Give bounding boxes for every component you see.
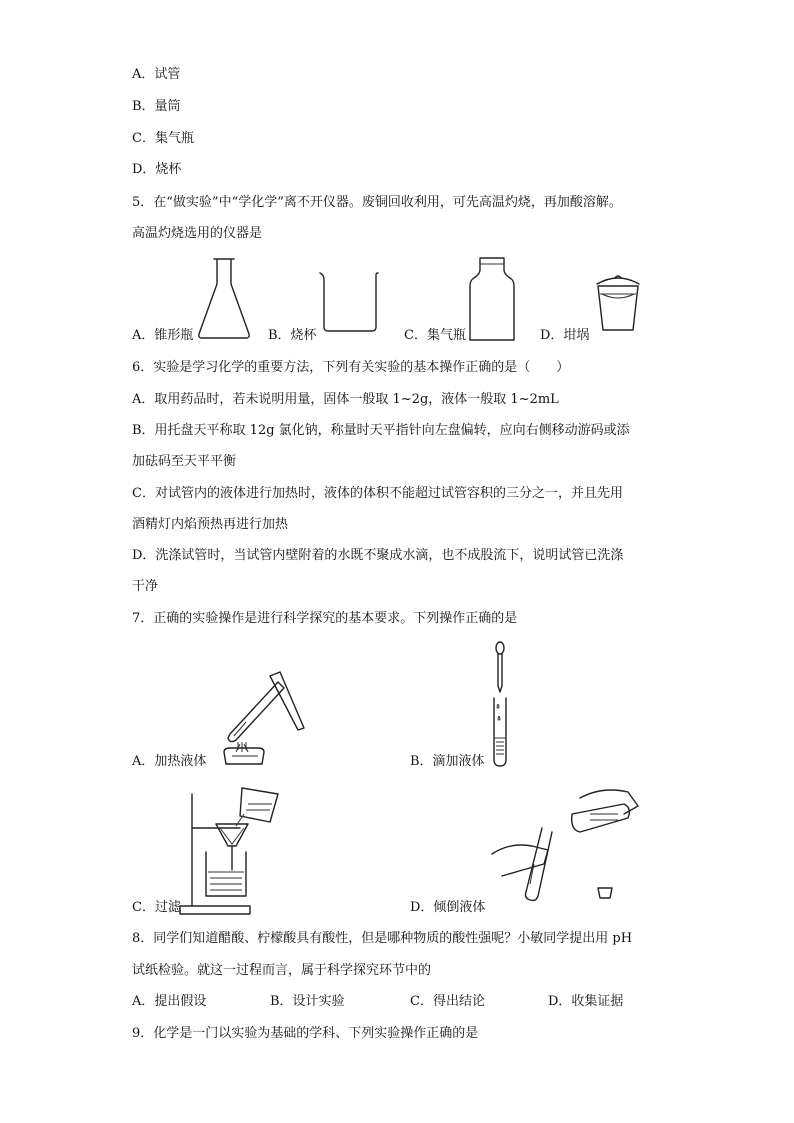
q6-option-d-line1: D．洗涤试管时，当试管内壁附着的水既不聚成水滴，也不成股流下，说明试管已洗涤	[132, 548, 624, 563]
q6-stem: 6．实验是学习化学的重要方法，下列有关实验的基本操作正确的是（ ）	[132, 360, 570, 375]
q7-option-a: A．加热液体	[132, 754, 207, 769]
q7-option-b: B．滴加液体	[410, 754, 485, 769]
heating-liquid-figure	[218, 672, 306, 768]
q8-option-c: C．得出结论	[410, 994, 485, 1009]
q8-option-d: D．收集证据	[548, 994, 624, 1009]
q5-option-c: C．集气瓶	[404, 328, 466, 343]
q8-stem-line2: 试纸检验。就这一过程而言，属于科学探究环节中的	[132, 963, 432, 978]
q6-option-b-line1: B．用托盘天平称取 12g 氯化钠，称量时天平指针向左盘偏转，应向右侧移动游码或添	[132, 423, 630, 438]
q4-option-c: C．集气瓶	[132, 131, 194, 146]
q4-option-d: D．烧杯	[132, 162, 182, 177]
q6-option-c-line2: 酒精灯内焰预热再进行加热	[132, 517, 289, 532]
q6-option-c-line1: C．对试管内的液体进行加热时，液体的体积不能超过试管容积的三分之一，并且先用	[132, 486, 623, 501]
filtration-figure	[180, 788, 284, 916]
pouring-liquid-figure	[492, 784, 640, 904]
dropping-liquid-figure	[490, 640, 518, 768]
q6-option-d-line2: 干净	[132, 579, 159, 594]
q6-option-a: A．取用药品时，若未说明用量，固体一般取 1~2g，液体一般取 1~2mL	[132, 392, 559, 407]
beaker-icon	[318, 271, 380, 333]
q5-stem-line1: 5．在“做实验”中“学化学”离不开仪器。废铜回收利用，可先高温灼烧，再加酸溶解。	[132, 195, 622, 210]
q8-stem-line1: 8．同学们知道醋酸、柠檬酸具有酸性，但是哪种物质的酸性强呢？小敏同学提出用 pH	[132, 931, 633, 946]
q7-option-c: C．过滤	[132, 900, 181, 915]
conical-flask-icon	[196, 256, 252, 340]
q8-option-b: B．设计实验	[270, 994, 345, 1009]
q5-stem-line2: 高温灼烧选用的仪器是	[132, 226, 263, 241]
q4-option-b: B．量筒	[132, 99, 181, 114]
q7-option-d: D．倾倒液体	[410, 900, 486, 915]
q8-option-a: A．提出假设	[132, 994, 207, 1009]
q5-option-b: B．烧杯	[268, 328, 317, 343]
q9-stem: 9．化学是一门以实验为基础的学科、下列实验操作正确的是	[132, 1026, 479, 1041]
q5-option-a: A．锥形瓶	[132, 328, 194, 343]
q4-option-a: A．试管	[132, 67, 181, 82]
q7-stem: 7．正确的实验操作是进行科学探究的基本要求。下列操作正确的是	[132, 611, 518, 626]
gas-collecting-bottle-icon	[468, 256, 516, 342]
q6-option-b-line2: 加砝码至天平平衡	[132, 454, 237, 469]
q5-option-d: D．坩埚	[540, 328, 590, 343]
crucible-icon	[594, 272, 642, 334]
